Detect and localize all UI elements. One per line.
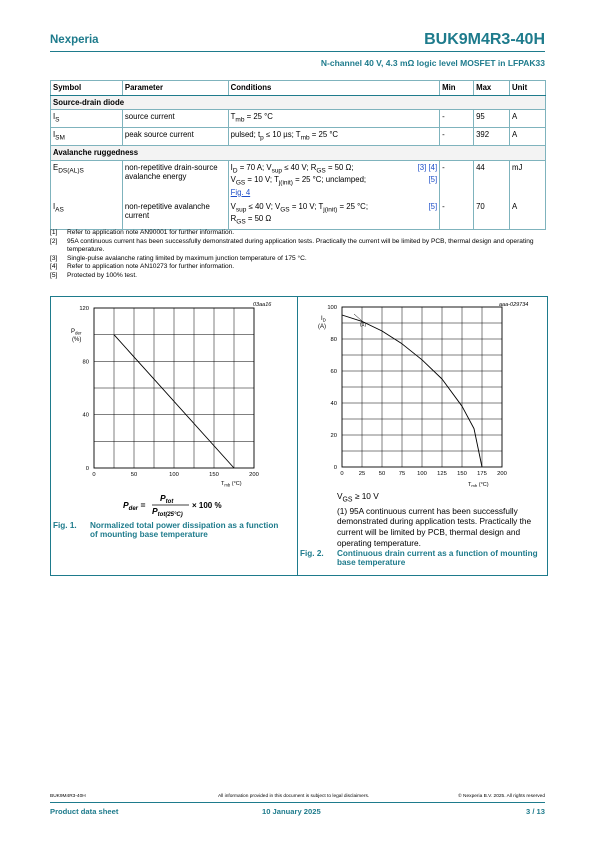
fig2-code: aaa-029734: [499, 302, 529, 308]
cell-unit: A: [510, 128, 546, 146]
col-header-max: Max: [474, 81, 510, 96]
table-row: [51, 110, 546, 128]
cell-max: 392: [474, 128, 510, 146]
col-header-min: Min: [440, 81, 474, 96]
cell-min: -: [440, 110, 474, 128]
cell-min: -: [440, 160, 474, 200]
fig2-x-tick-label: 75: [398, 471, 406, 477]
fig2-note: $V_{GS} \ge 10$ V (1) 95A continuous current has been successfully demonstrated during application tests. Practically the current will be limited by PCB, thermal design and operating temperature.: [337, 491, 532, 548]
cell-symbol: $E_{DS(AL)S}$: [51, 160, 123, 200]
col-header-unit: Unit: [510, 81, 546, 96]
fig2-x-tick-label: 0: [340, 471, 344, 477]
fig2-ylabel-unit: (A): [318, 324, 326, 330]
fig2-y-tick-label: 40: [330, 401, 337, 407]
footer-copyright: © Nexperia B.V. 2025. All rights reserved: [458, 794, 545, 799]
fig1-y-tick-label: 0: [85, 466, 89, 472]
part-number: BUK9M4R3-40H: [424, 31, 545, 48]
fig2-y-tick-label: 100: [327, 305, 337, 311]
cell-max: 95: [474, 110, 510, 128]
fig1-x-tick-label: 200: [249, 472, 259, 478]
fig2-x-tick-label: 100: [417, 471, 427, 477]
col-header-conditions: Conditions: [228, 81, 439, 96]
table-header-row: [51, 81, 546, 96]
cell-symbol: $I_S$: [51, 110, 123, 128]
fig2-marker: (1): [360, 322, 367, 328]
fig2-series-line: [342, 315, 482, 467]
fig2-x-tick-label: 25: [358, 471, 366, 477]
fig2-grid: [342, 307, 502, 467]
fig2-chart: [298, 297, 547, 487]
cell-conditions: $I_D = 70$ A; $V_{sup} \le 40$ V; $R_{GS} = 50$ Ω; [3] [4] $V_{GS} = 10$ V; $T_{j(init)} = 25$ °C; unclamped; [5] Fig. 4: [228, 160, 439, 200]
fig2-y-tick-label: 20: [330, 433, 337, 439]
fig1-y-tick-label: 80: [82, 359, 89, 366]
note-item: [1] Refer to application note AN90001 for further information.: [50, 229, 235, 236]
cell-max: 70: [474, 200, 510, 230]
fig1-tick-labels: [79, 306, 259, 478]
cell-conditions: $V_{sup} \le 40$ V; $V_{GS} = 10$ V; $T_{j(init)} = 25$ °C; [5] $R_{GS} = 50$ Ω: [228, 200, 439, 230]
fig2-y-tick-label: 80: [330, 337, 337, 343]
fig1-code: 03aa16: [253, 302, 272, 308]
footnote-ref[interactable]: [5]: [428, 175, 438, 185]
fig1-formula-rhs: × 100 %: [192, 501, 222, 510]
document-subtitle: N-channel 40 V, 4.3 mΩ logic level MOSFET in LFPAK33: [320, 58, 545, 68]
figure-link[interactable]: Fig. 4: [230, 187, 251, 197]
cell-symbol: $I_{AS}$: [51, 200, 123, 230]
footer-doc-id: BUK9M4R3-40H: [50, 794, 86, 799]
fig2-ylabel: $I_D$: [321, 316, 326, 323]
footer-disclaimer: All information provided in this document is subject to legal disclaimers.: [218, 794, 370, 799]
fig2-x-tick-label: 150: [457, 471, 467, 477]
cell-symbol: $I_{SM}$: [51, 128, 123, 146]
fig2-xlabel: $T_{mb}$ (°C): [468, 482, 489, 487]
note-item: [3] Single-pulse avalanche rating limited by maximum junction temperature of 175 °C.: [50, 254, 307, 262]
fig1-y-tick-label: 120: [79, 306, 89, 312]
group-row-source-drain: Source-drain diode: [51, 95, 546, 110]
fig1-ylabel-unit: (%): [72, 337, 82, 343]
fig1-xlabel: $T_{mb}$ (°C): [221, 481, 242, 488]
note-item: [5] Protected by 100% test.: [50, 271, 138, 279]
cell-unit: A: [510, 200, 546, 230]
fig1-formula-num: $P_{tot}$: [160, 493, 174, 505]
cell-parameter: peak source current: [122, 128, 228, 146]
col-header-symbol: Symbol: [51, 81, 123, 96]
figures-panel: [50, 296, 548, 576]
fig1-formula-lhs: $P_{der}$ =: [123, 500, 146, 512]
fig2-y-tick-label: 0: [333, 465, 337, 471]
brand-name: Nexperia: [50, 34, 99, 46]
limiting-values-table: [50, 80, 546, 230]
cell-conditions: $T_{mb} = 25$ °C: [228, 110, 439, 128]
cell-unit: mJ: [510, 160, 546, 200]
footer-doc-type: Product data sheet: [50, 807, 119, 816]
fig1-ylabel: $P_{der}$: [71, 329, 82, 336]
fig1-x-tick-label: 50: [130, 472, 138, 478]
footnote-ref[interactable]: [3] [4]: [417, 162, 438, 172]
cell-min: -: [440, 128, 474, 146]
fig2-x-tick-label: 175: [477, 471, 487, 477]
cell-conditions: pulsed; $t_p \le 10$ µs; $T_{mb} = 25$ °C: [228, 128, 439, 146]
cell-parameter: non-repetitive drain-source avalanche energy: [122, 160, 228, 200]
note-item: [4] Refer to application note AN10273 for further information.: [50, 263, 235, 271]
fig1-x-tick-label: 150: [209, 472, 219, 478]
table-row: [51, 128, 546, 146]
fig2-caption: Fig. 2. Continuous drain current as a function of mounting base temperature: [300, 549, 538, 567]
fig1-caption: Fig. 1. Normalized total power dissipation as a function of mounting base temperature: [53, 521, 279, 539]
footer-page: 3 / 13: [526, 807, 545, 816]
fig2-y-tick-label: 60: [330, 369, 337, 375]
fig2-x-tick-label: 200: [497, 471, 507, 477]
cell-max: 44: [474, 160, 510, 200]
footnote-ref[interactable]: [5]: [428, 201, 438, 211]
fig1-grid: [94, 308, 254, 468]
cell-unit: A: [510, 110, 546, 128]
fig2-x-tick-label: 125: [437, 471, 447, 477]
fig1-x-tick-label: 100: [169, 472, 179, 478]
table-notes: [50, 229, 550, 280]
cell-parameter: source current: [122, 110, 228, 128]
footer-rule: [50, 802, 545, 803]
fig2-series: [342, 314, 482, 467]
table-row: [51, 160, 546, 200]
note-item: [2] 95A continuous current has been successfully demonstrated during application tests. Practically the current will be limited by PCB, thermal design and operating temperature.: [50, 237, 534, 254]
col-header-parameter: Parameter: [122, 81, 228, 96]
fig1-y-tick-label: 40: [82, 412, 89, 419]
header-rule: [50, 51, 545, 52]
table-row: [51, 200, 546, 230]
footer-date: 10 January 2025: [262, 807, 321, 816]
fig1-x-tick-label: 0: [92, 472, 96, 478]
group-row-avalanche: Avalanche ruggedness: [51, 145, 546, 160]
cell-parameter: non-repetitive avalanche current: [122, 200, 228, 230]
cell-min: -: [440, 200, 474, 230]
fig1-formula-den: $P_{tot(25^\circ C)}$: [152, 506, 183, 518]
fig2-x-tick-label: 50: [378, 471, 386, 477]
